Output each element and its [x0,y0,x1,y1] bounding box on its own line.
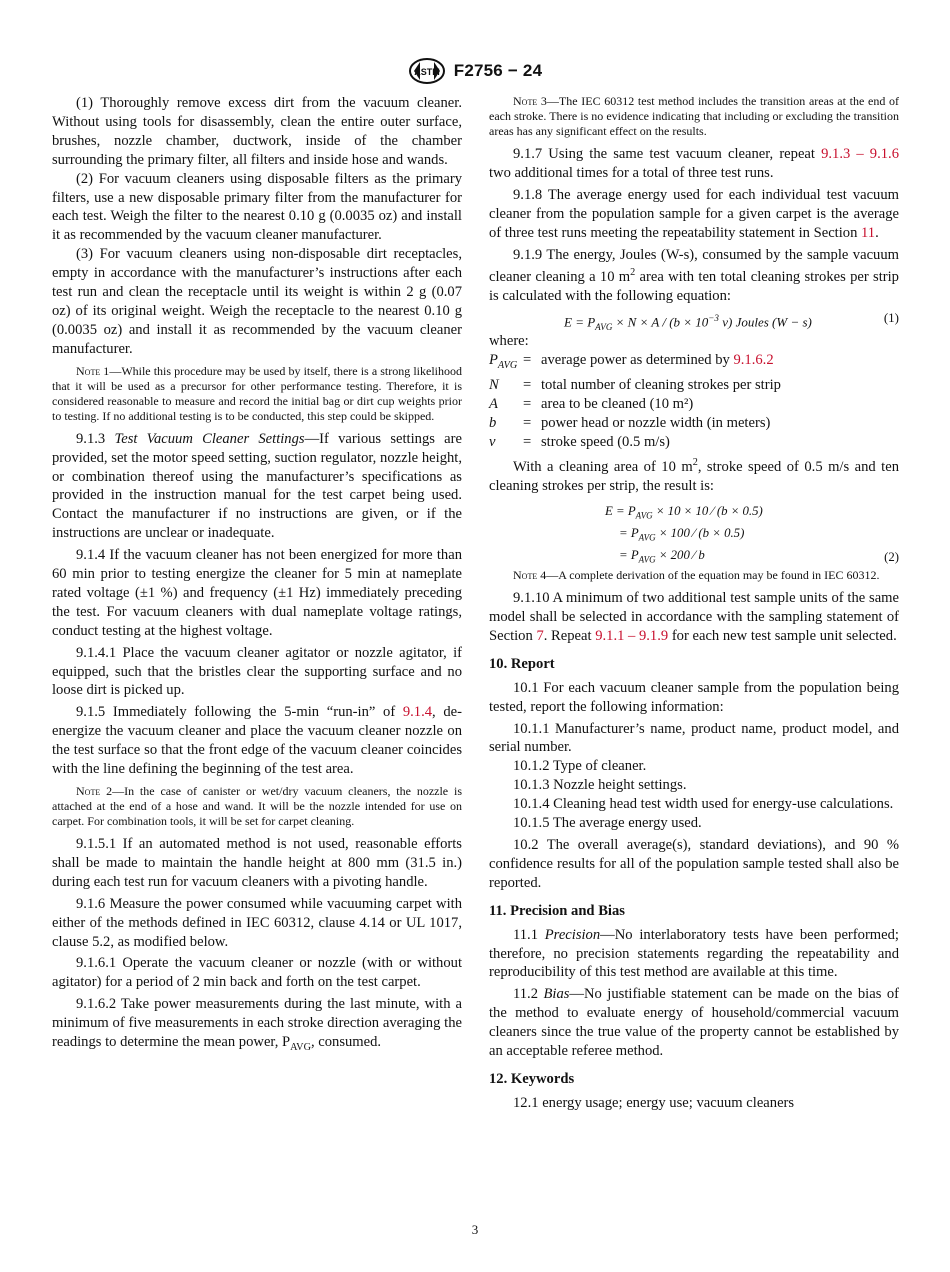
variable-definitions [489,351,899,451]
equation-2-line-2: = $P_{AVG} \times 100$ ⁄ (b × 0.5) [619,526,745,543]
section-11-2: 11.2 Bias—No justifiable statement can be made on the bias of the method to evaluate energy of household/commercial vacuum cleaners since the true value of the property cannot be established by an acceptable referee method. [489,986,899,1060]
section-9-1-6: 9.1.6 Measure the power consumed while vacuuming carpet with either of the methods defined in IEC 60312, clause 4.14 or UL 1017, clause 5.2, as modified below. [52,895,462,950]
section-9-1-6-1: 9.1.6.1 Operate the vacuum cleaner or nozzle (with or without agitator) for a period of 2 min back and forth on the test carpet. [52,955,462,991]
right-column [489,94,899,1113]
section-10-2: 10.2 The overall average(s), standard deviations), and 90 % confidence results for all of the population sample tested shall also be reported. [489,837,899,891]
equation-2-line-1: $E = P_{AVG} \times 10 \times 10$ ⁄ (b × 0.5) [605,504,763,521]
definition-equals: = [523,414,532,431]
definition-equals: = [523,395,532,412]
link-section-11[interactable]: 11 [861,224,876,241]
section-10-1-5: 10.1.5 The average energy used. [513,815,702,832]
equation-2-line-3: = $P_{AVG} \times 200$ ⁄ b [619,548,705,565]
definition-equals: = [523,433,532,450]
heading-precision-bias: 11. Precision and Bias [489,902,625,919]
definition-symbol: v [489,433,496,450]
section-11-1: 11.1 Precision—No interlaboratory tests have been performed; therefore, no precision statements regarding the repeatability and reproducibility of this test method are available at this time. [489,926,899,981]
link-9-1-1-to-9-1-9[interactable]: 9.1.1 – 9.1.9 [595,627,669,644]
definition-equals: = [523,352,532,369]
link-9-1-3-to-9-1-6[interactable]: 9.1.3 – 9.1.6 [821,146,899,162]
paragraph-2: (2) For vacuum cleaners using disposable filters as the primary filters, use a new disposable primary filter from the manufacturer for each test. Weigh the filter to the nearest 0.10 g (0.0035 oz) and install it as recommended by the vacuum cleaner manufacturer. [52,170,462,244]
equation-2-number: (2) [884,550,899,565]
definition-text: average power as determined by 9.1.6.2 [541,352,774,369]
page-header [0,58,950,84]
definition-text: power head or nozzle width (in meters) [541,414,771,431]
heading-keywords: 12. Keywords [489,1070,575,1087]
logo-text: ASTM [414,67,440,77]
definition-symbol: A [489,395,498,412]
section-9-1-9: 9.1.9 The energy, Joules (W-s), consumed by the sample vacuum cleaner cleaning a 10 $m^2$ area with ten total cleaning strokes per strip is calculated with the following equation: [489,246,899,305]
section-9-1-7: 9.1.7 Using the same test vacuum cleaner, repeat 9.1.3 – 9.1.6 two additional times for a total of three test runs. [489,146,899,181]
section-10-1-3: 10.1.3 Nozzle height settings. [513,777,687,794]
with-cleaning-area: With a cleaning area of 10 $m^2$, stroke speed of 0.5 m/s and ten cleaning strokes per strip, the result is: [489,457,899,495]
note-2: Note 2—In the case of canister or wet/dry vacuum cleaners, the nozzle is attached at the end of a hose and wand. It will be the nozzle intended for use on carpet. For combination tools, it will be set for carpet cleaning. [52,784,462,828]
link-9-1-4[interactable]: 9.1.4 [402,704,433,721]
document-id: F2756 − 24 [453,61,543,80]
note-3: Note 3—The IEC 60312 test method includes the transition areas at the end of each stroke. There is no evidence indicating that including or excluding the transition areas has any significant effect on the results. [489,94,899,138]
section-10-1-1: 10.1.1 Manufacturer’s name, product name, product model, and serial number. [489,720,899,756]
section-9-1-3: 9.1.3 Test Vacuum Cleaner Settings—If various settings are provided, set the motor speed setting, suction regulator, nozzle height, or combination thereof using the manufacturer’s specifications as provided in the instruction manual for the test carpet being used. Contact the manufacturer if no instructions are given, or if the instructions are unclear or inadequate. [52,430,462,542]
definition-symbol: $P_{AVG}$ [489,352,518,371]
paragraph-1: (1) Thoroughly remove excess dirt from the vacuum cleaner. Without using tools for disassembly, clean the entire outer surface, brushes, nozzle chamber, ductwork, inside of the chamber surrounding the primary filter, all filters and inside hose and wands. [52,95,462,168]
definition-text: area to be cleaned (10 m²) [541,395,694,412]
section-10-1: 10.1 For each vacuum cleaner sample from the population being tested, report the following information: [489,679,899,715]
left-column [52,94,462,1058]
definition-subscript: AVG [497,359,518,371]
definition-symbol: N [489,376,499,393]
note-1: Note 1—While this procedure may be used by itself, there is a strong likelihood that it will be used as a precursor for other performance testing. Therefore, it is considered reasonable to measure and record the initial bag or dirt cup weights prior to testing. If no additional testing is to be conducted, this step could be skipped. [52,363,462,423]
definition-text: stroke speed (0.5 m/s) [541,433,670,450]
section-9-1-5: 9.1.5 Immediately following the 5-min “run-in” of 9.1.4, de-energize the vacuum cleaner and place the vacuum cleaner nozzle on the test surface so that the front edge of the vacuum cleaner coincides with the line defining the beginning of the test area. [52,704,462,778]
section-9-1-8: 9.1.8 The average energy used for each individual test vacuum cleaner from the population sample for a given carpet is the average of three test runs meeting the repeatability statement in Section 11. [489,186,899,241]
paragraph-3: (3) For vacuum cleaners using non-disposable dirt receptacles, empty in accordance with the manufacturer’s instructions after each test run and clean the receptacle until its weight is within 2 g (0.07 oz) of its original weight. Weigh the receptacle to the nearest 0.10 g (0.0035 oz) and install it as recommended by the vacuum cleaner manufacturer. [52,246,462,357]
astm-logo-icon [408,58,446,84]
where-label: where: [489,333,529,350]
equation-2 [489,498,899,566]
link-9-1-6-2[interactable]: 9.1.6.2 [733,352,774,369]
definition-symbol: b [489,414,497,431]
section-9-1-10: 9.1.10 A minimum of two additional test sample units of the same model shall be selected in accordance with the sampling statement of Section 7. Repeat 9.1.1 – 9.1.9 for each new test sample unit selected. [489,590,899,644]
link-section-7[interactable]: 7 [536,627,544,644]
definition-equals: = [523,376,532,393]
definition-text: total number of cleaning strokes per strip [541,376,781,393]
section-9-1-5-1: 9.1.5.1 If an automated method is not used, reasonable efforts shall be made to maintain the handle height at 800 mm (31.5 in.) during each test run for vacuum cleaners with a pivoting handle. [52,836,462,890]
section-9-1-4-1: 9.1.4.1 Place the vacuum cleaner agitator or nozzle agitator, if equipped, such that the bristles clear the supporting surface and no loose dirt is picked up. [52,644,462,699]
equation-1-number: (1) [883,310,899,326]
equation-1: $E = P_{AVG} \times N \times A / (b \times 10^{-3}$ v) Joules (W − s) (1) [564,310,899,333]
page-number: 3 [471,1222,479,1237]
section-12-1: 12.1 energy usage; energy use; vacuum cleaners [513,1094,795,1111]
heading-report: 10. Report [489,655,555,672]
section-9-1-6-2: 9.1.6.2 Take power measurements during the last minute, with a minimum of five measurements in each stroke direction averaging the readings to determine the mean power, $P_{AVG}$, consumed. [52,996,462,1053]
section-10-1-2: 10.1.2 Type of cleaner. [513,758,647,775]
note-4: Note 4—A complete derivation of the equation may be found in IEC 60312. [513,568,880,583]
section-10-1-4: 10.1.4 Cleaning head test width used for energy-use calculations. [513,796,894,813]
section-9-1-4: 9.1.4 If the vacuum cleaner has not been energized for more than 60 min prior to testing energize the cleaner for 5 min at nameplate rated voltage (±1 %) and frequency (±1 Hz) immediately preceding the test. For vacuum cleaners with dual nameplate voltage ratings, conduct testing at the highest voltage. [52,547,462,639]
